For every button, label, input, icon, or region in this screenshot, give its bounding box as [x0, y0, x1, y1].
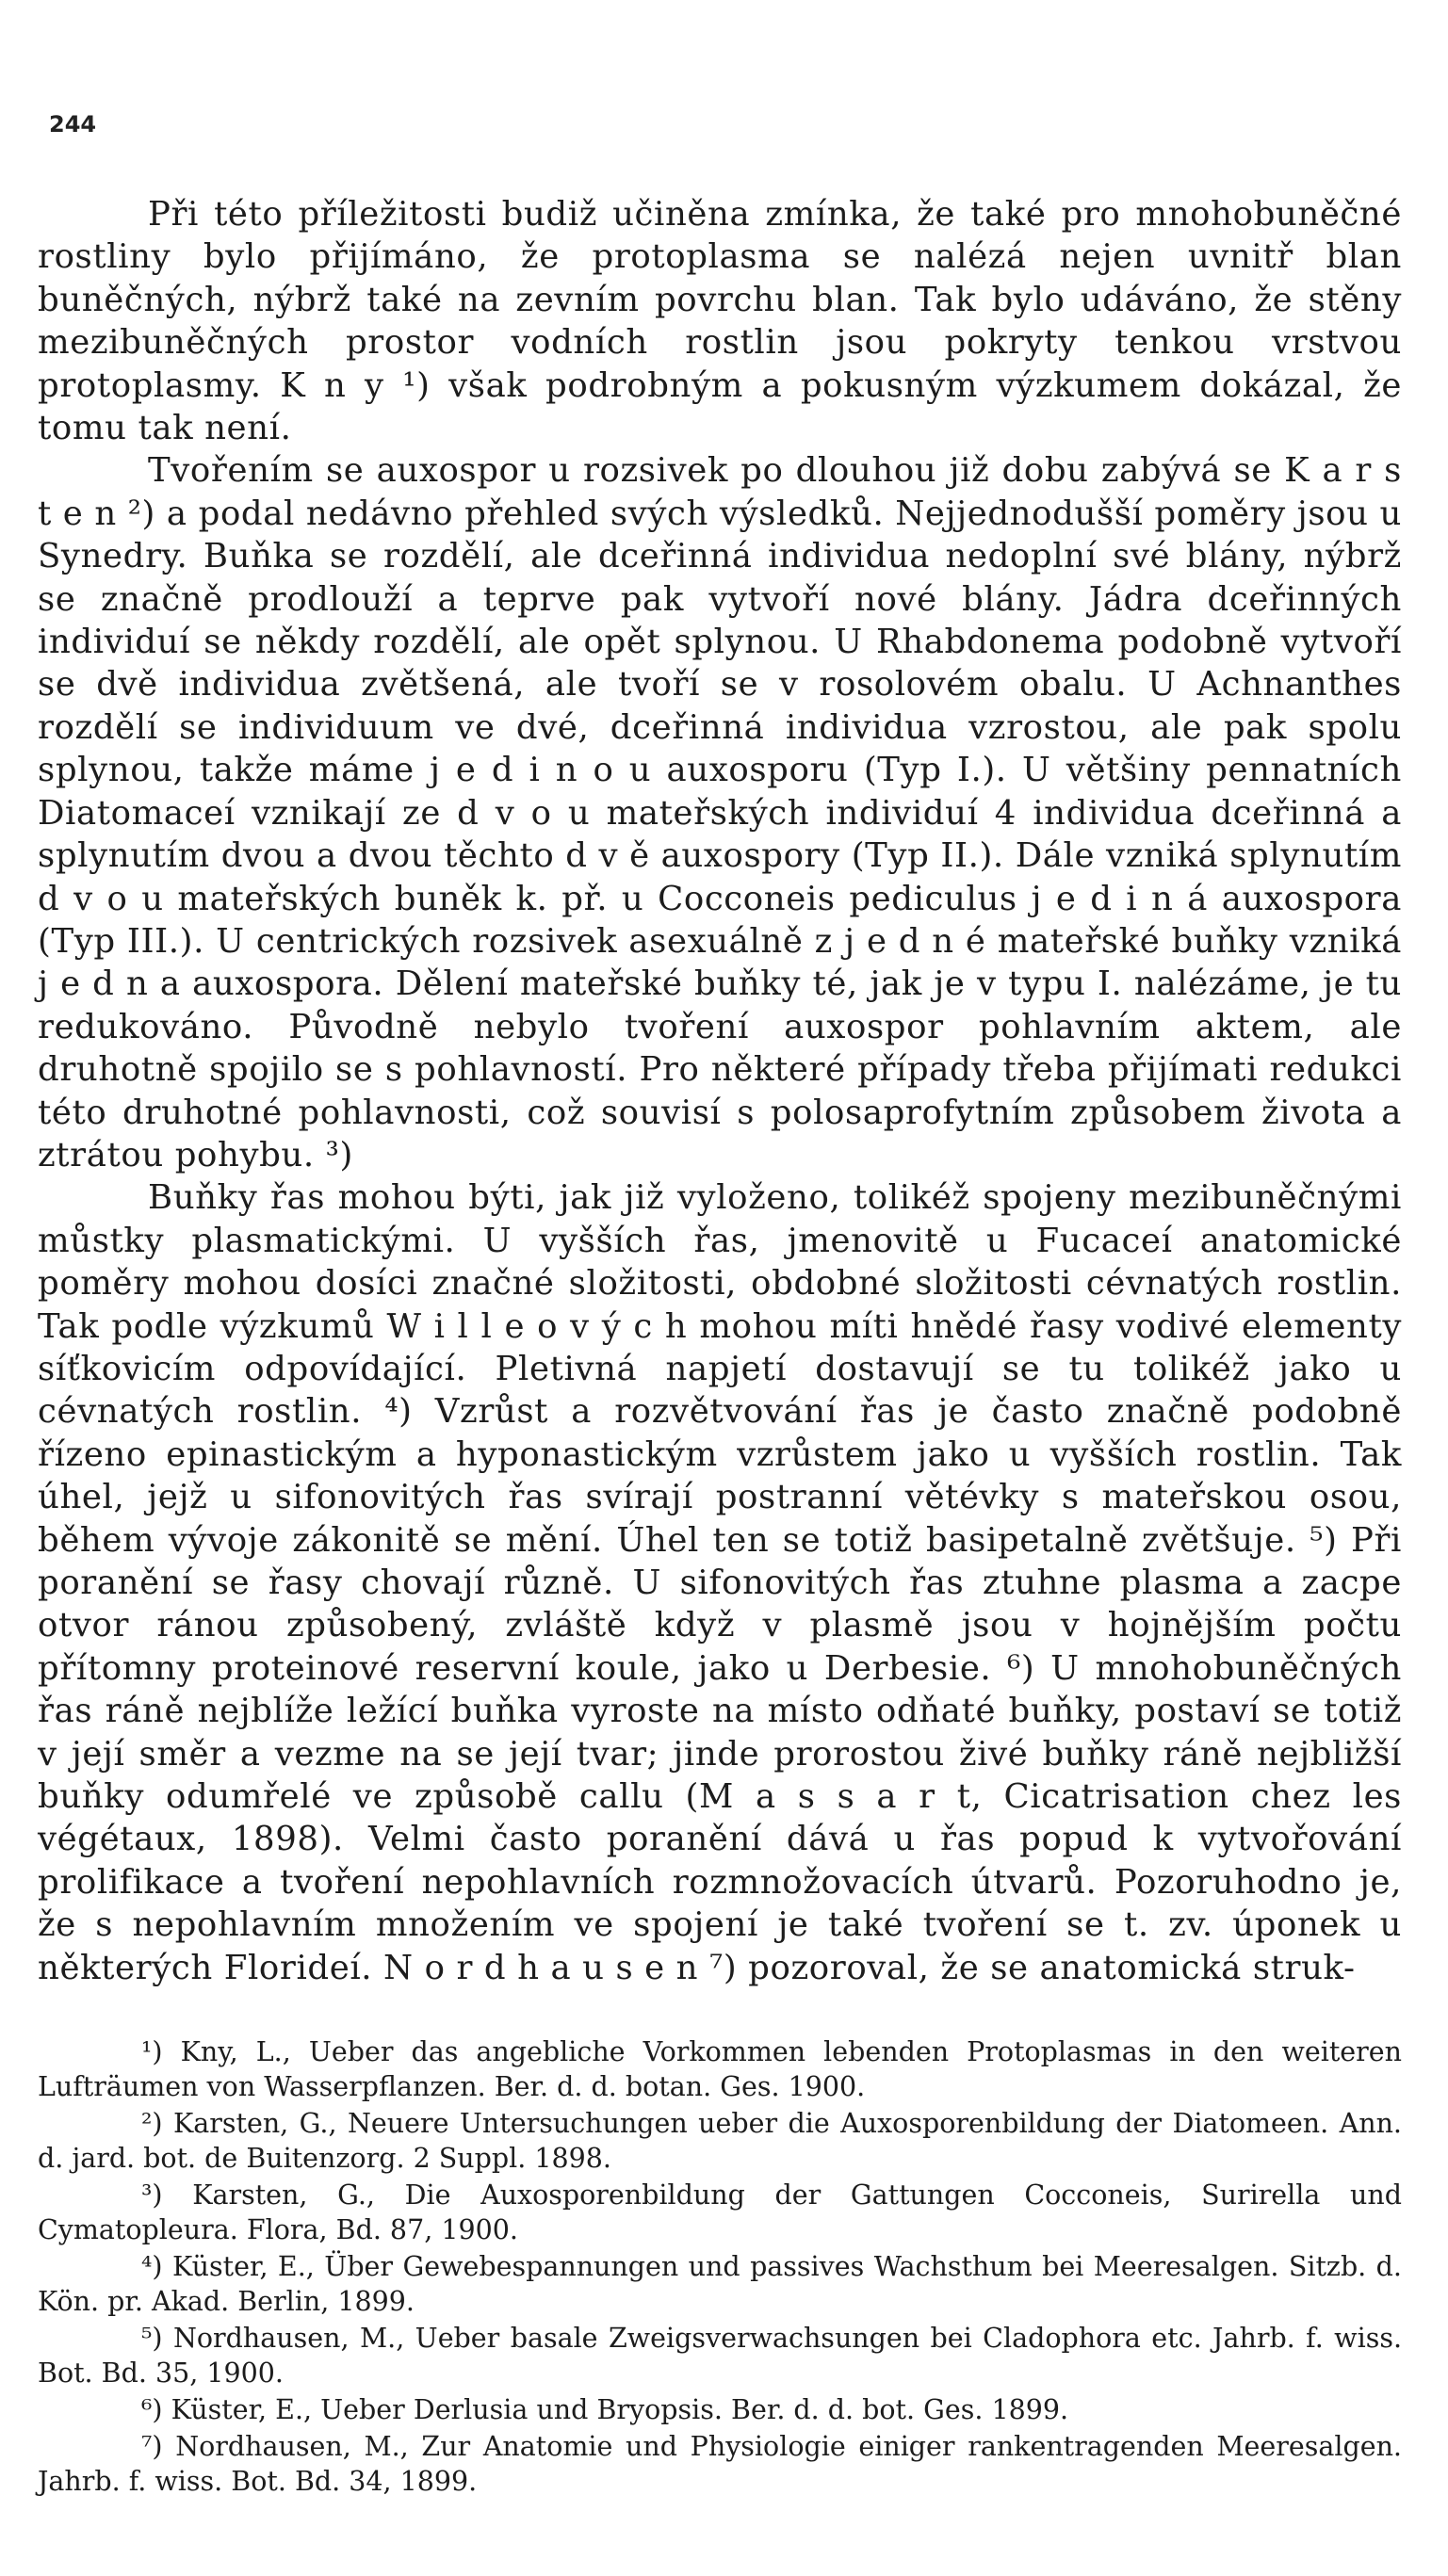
- footnote-5: ⁵) Nordhausen, M., Ueber basale Zweigsverwachsungen bei Cladophora etc. Jahrb. f. wiss. Bot. Bd. 35, 1900.: [38, 2323, 1402, 2389]
- footnote-2: ²) Karsten, G., Neuere Untersuchungen ueber die Auxosporenbildung der Diatomeen. Ann. d. jard. bot. de Buitenzorg. 2 Suppl. 1898.: [38, 2108, 1402, 2174]
- paragraph-1: Při této příležitosti budiž učiněna zmínka, že také pro mnohobuněčné rostliny bylo přijímáno, že protoplasma se nalézá nejen uvnitř blan buněčných, nýbrž také na zevním povrchu blan. Tak bylo udáváno, že stěny mezibuněčných prostor vodních rostlin jsou pokryty tenkou vrstvou protoplasmy. K n y ¹) však podrobným a pokusným výzkumem dokázal, že tomu tak není.: [38, 195, 1402, 448]
- footnote-4: ⁴) Küster, E., Über Gewebespannungen und passives Wachsthum bei Meeresalgen. Sitzb. d. Kön. pr. Akad. Berlin, 1899.: [38, 2251, 1402, 2317]
- page-number: 244: [49, 111, 97, 138]
- paragraph-2: Tvořením se auxospor u rozsivek po dlouhou již dobu zabývá se K a r s t e n ²) a podal nedávno přehled svých výsledků. Nejjednodušší poměry jsou u Synedry. Buňka se rozdělí, ale dceřinná individua nedoplní své blány, nýbrž se značně prodlouží a teprve pak vytvoří nové blány. Jádra dceřinných individuí se někdy rozdělí, ale opět splynou. U Rhabdonema podobně vytvoří se dvě individua zvětšená, ale tvoří se v rosolovém obalu. U Achnanthes rozdělí se individuum ve dvé, dceřinná individua vzrostou, ale pak spolu splynou, takže máme j e d i n o u auxosporu (Typ I.). U většiny pennatních Diatomaceí vznikají ze d v o u mateřských individuí 4 individua dceřinná a splynutím dvou a dvou těchto d v ě auxospory (Typ II.). Dále vzniká splynutím d v o u mateřských buněk k. př. u Cocconeis pediculus j e d i n á auxospora (Typ III.). U centrických rozsivek asexuálně z j e d n é mateřské buňky vzniká j e d n a auxospora. Dělení mateřské buňky té, jak je v typu I. nalézáme, je tu redukováno. Původně nebylo tvoření auxospor pohlavním aktem, ale druhotně spojilo se s pohlavností. Pro některé případy třeba přijímati redukci této druhotné pohlavnosti, což souvisí s polosaprofytním způsobem života a ztrátou pohybu. ³): [38, 451, 1402, 1175]
- paragraph-3: Buňky řas mohou býti, jak již vyloženo, tolikéž spojeny mezibuněčnými můstky plasmatickými. U vyšších řas, jmenovitě u Fucaceí anatomické poměry mohou dosíci značné složitosti, obdobné složitosti cévnatých rostlin. Tak podle výzkumů W i l l e o v ý c h mohou míti hnědé řasy vodivé elementy síťkovicím odpovídající. Pletivná napjetí dostavují se tu tolikéž jako u cévnatých rostlin. ⁴) Vzrůst a rozvětvování řas je často značně podobně řízeno epinastickým a hyponastickým vzrůstem jako u vyšších rostlin. Tak úhel, jejž u sifonovitých řas svírají postranní větévky s mateřskou osou, během vývoje zákonitě se mění. Úhel ten se totiž basipetalně zvětšuje. ⁵) Při poranění se řasy chovají různě. U sifonovitých řas ztuhne plasma a zacpe otvor ránou způsobený, zvláště když v plasmě jsou v hojnějším počtu přítomny proteinové reservní koule, jako u Derbesie. ⁶) U mnohobuněčných řas ráně nejblíže ležící buňka vyroste na místo odňaté buňky, postaví se totiž v její směr a vezme na se její tvar; jinde prorostou živé buňky ráně nejbližší buňky odumřelé ve způsobě callu (M a s s a r t, Cicatrisation chez les végétaux, 1898). Velmi často poranění dává u řas popud k vytvořování prolifikace a tvoření nepohlavních rozmnožovacích útvarů. Pozoruhodno je, že s nepohlavním množením ve spojení je také tvoření se t. zv. úponek u některých Florideí. N o r d h a u s e n ⁷) pozoroval, že se anatomická struk-: [38, 1178, 1402, 1987]
- footnote-1: ¹) Kny, L., Ueber das angebliche Vorkommen lebenden Protoplasmas in den weiteren Lufträumen von Wasserpflanzen. Ber. d. d. botan. Ges. 1900.: [38, 2036, 1402, 2102]
- footnotes: [38, 2034, 1402, 2501]
- body-text: [38, 193, 1402, 1989]
- footnote-6: ⁶) Küster, E., Ueber Derlusia und Bryopsis. Ber. d. d. bot. Ges. 1899.: [141, 2394, 1069, 2425]
- footnote-7: ⁷) Nordhausen, M., Zur Anatomie und Physiologie einiger rankentragenden Meeresalgen. Jahrb. f. wiss. Bot. Bd. 34, 1899.: [38, 2431, 1402, 2497]
- footnote-3: ³) Karsten, G., Die Auxosporenbildung der Gattungen Cocconeis, Surirella und Cymatopleura. Flora, Bd. 87, 1900.: [38, 2179, 1402, 2245]
